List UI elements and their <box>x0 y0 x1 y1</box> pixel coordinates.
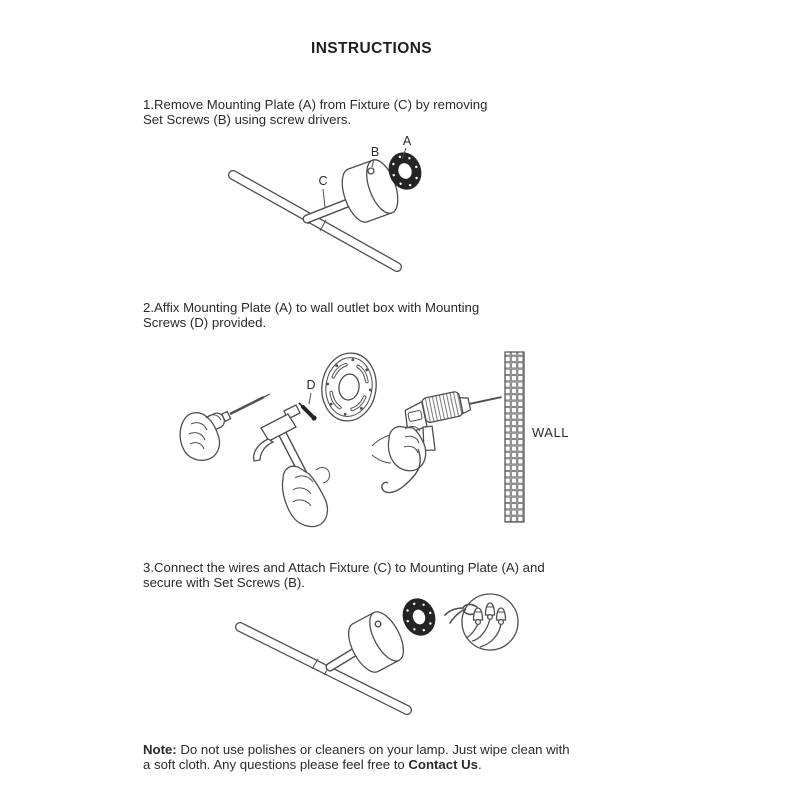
step-1-line-1: 1.Remove Mounting Plate (A) from Fixture (C) by removing <box>143 97 488 112</box>
set-screw-hole <box>368 168 374 174</box>
step-1-illustration <box>215 125 455 275</box>
step-3-line-2: secure with Set Screws (B). <box>143 575 305 591</box>
mounting-screw <box>299 403 317 421</box>
wall-section <box>505 352 524 522</box>
note-line-2: a soft cloth. Any questions please feel free to Contact Us. <box>143 757 482 773</box>
step-2-illustration <box>178 343 588 535</box>
screwdriver-shaft <box>230 397 264 414</box>
step-1-line-2: Set Screws (B) using screw drivers. <box>143 112 352 128</box>
step-2-text <box>143 300 479 331</box>
wall-mounting-plate <box>318 350 381 425</box>
label-d-leader <box>309 393 311 404</box>
hand-with-hammer <box>254 405 330 527</box>
wall-label: WALL <box>532 425 569 440</box>
step-3-illustration <box>228 586 528 736</box>
label-c: C <box>318 174 328 188</box>
step-1-text <box>143 97 487 128</box>
footer-note <box>143 742 570 773</box>
hand-with-drill <box>372 382 509 492</box>
step-2-line-2: Screws (D) provided. <box>143 315 267 331</box>
drill-bit <box>469 397 501 404</box>
label-d: D <box>306 378 316 392</box>
drill-motor <box>421 391 463 423</box>
label-b: B <box>370 145 380 159</box>
note-line-1: Note: Do not use polishes or cleaners on your lamp. Just wipe clean with <box>143 742 570 757</box>
contact-us-text: Contact Us <box>408 757 478 773</box>
step-3-line-1: 3.Connect the wires and Attach Fixture (C) to Mounting Plate (A) and <box>143 560 545 575</box>
label-c-leader <box>323 189 325 207</box>
note-label: Note: <box>143 742 177 757</box>
page-title: INSTRUCTIONS <box>311 40 433 57</box>
label-a: A <box>402 134 412 148</box>
hammer-claw <box>254 439 273 461</box>
fixture-canopy <box>342 607 411 678</box>
hammer-head <box>261 414 296 441</box>
step-2-line-1: 2.Affix Mounting Plate (A) to wall outlet box with Mounting <box>143 300 480 315</box>
mounting-plate <box>397 594 440 641</box>
set-screw-hole <box>375 621 381 627</box>
